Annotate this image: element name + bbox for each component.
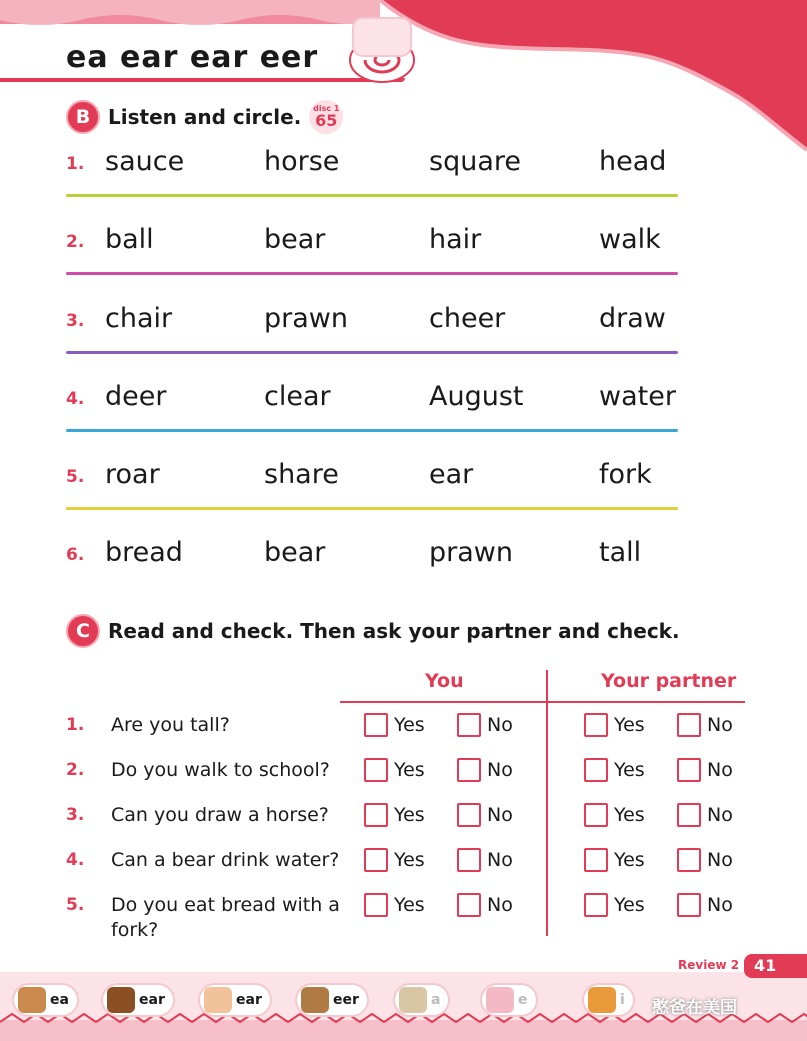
- tiger-icon: [588, 987, 616, 1013]
- question-number: 4.: [66, 850, 85, 870]
- partner-no-checkbox[interactable]: [677, 848, 701, 872]
- row-divider: [66, 429, 678, 432]
- word-option[interactable]: ball: [105, 224, 154, 255]
- children-icon: [486, 987, 514, 1013]
- word-option[interactable]: roar: [105, 459, 160, 490]
- you-yes-checkbox[interactable]: [364, 803, 388, 827]
- no-label: No: [707, 894, 733, 916]
- word-option[interactable]: bear: [264, 224, 326, 255]
- partner-yes-option: [584, 713, 645, 737]
- row-divider: [66, 507, 678, 510]
- ear-icon: [204, 987, 232, 1013]
- row-number: 3.: [66, 311, 85, 331]
- section-b-heading: [66, 100, 343, 134]
- partner-no-option: [677, 893, 733, 917]
- column-header-you: You: [425, 670, 464, 692]
- yes-label: Yes: [394, 759, 425, 781]
- question-text: Can a bear drink water?: [111, 849, 340, 871]
- no-label: No: [487, 759, 513, 781]
- word-option[interactable]: deer: [105, 381, 167, 412]
- partner-yes-option: [584, 758, 645, 782]
- chip-label: a: [431, 992, 441, 1008]
- table-header-rule: [340, 701, 745, 703]
- word-option[interactable]: fork: [599, 459, 652, 490]
- no-label: No: [707, 714, 733, 736]
- chip-label: i: [620, 992, 625, 1008]
- audio-disc-icon[interactable]: [309, 100, 343, 134]
- question-number: 5.: [66, 895, 85, 915]
- yes-label: Yes: [614, 849, 645, 871]
- question-row: [66, 803, 766, 848]
- phonics-chip: [200, 985, 270, 1015]
- bear-icon: [107, 987, 135, 1013]
- question-text: Do you eat bread with a fork?: [111, 894, 340, 941]
- you-no-option: [457, 803, 513, 827]
- word-option[interactable]: clear: [264, 381, 331, 412]
- section-b-instruction: Listen and circle.: [108, 105, 302, 129]
- acorn-icon: [399, 987, 427, 1013]
- question-row: [66, 848, 766, 893]
- phonics-chip: [297, 985, 367, 1015]
- row-number: 5.: [66, 467, 85, 487]
- row-number: 1.: [66, 154, 85, 174]
- yes-label: Yes: [614, 894, 645, 916]
- partner-no-option: [677, 803, 733, 827]
- you-yes-option: [364, 893, 425, 917]
- listen-row: [66, 373, 678, 433]
- section-b-badge: B: [66, 100, 100, 134]
- word-option[interactable]: prawn: [264, 303, 348, 334]
- watermark-text: 憨爸在美国: [652, 998, 737, 1018]
- yes-label: Yes: [394, 894, 425, 916]
- word-option[interactable]: chair: [105, 303, 173, 334]
- you-yes-checkbox[interactable]: [364, 893, 388, 917]
- no-label: No: [487, 849, 513, 871]
- chip-label: ear: [139, 992, 165, 1008]
- word-option[interactable]: bear: [264, 537, 326, 568]
- question-number: 2.: [66, 760, 85, 780]
- partner-no-checkbox[interactable]: [677, 713, 701, 737]
- phonics-chip: [584, 985, 633, 1015]
- listen-row: [66, 216, 678, 276]
- yes-label: Yes: [614, 714, 645, 736]
- you-yes-option: [364, 758, 425, 782]
- partner-no-option: [677, 758, 733, 782]
- page-number: 41: [744, 954, 807, 978]
- listen-row: [66, 529, 678, 589]
- question-number: 1.: [66, 715, 85, 735]
- partner-no-checkbox[interactable]: [677, 758, 701, 782]
- row-divider: [66, 351, 678, 354]
- you-yes-option: [364, 713, 425, 737]
- you-yes-option: [364, 848, 425, 872]
- word-option[interactable]: share: [264, 459, 339, 490]
- word-option[interactable]: August: [429, 381, 524, 412]
- partner-no-checkbox[interactable]: [677, 893, 701, 917]
- word-option[interactable]: horse: [264, 146, 340, 177]
- no-label: No: [487, 804, 513, 826]
- you-yes-option: [364, 803, 425, 827]
- no-label: No: [487, 894, 513, 916]
- section-c-heading: [66, 614, 680, 648]
- question-number: 3.: [66, 805, 85, 825]
- page-title: ea ear ear eer: [66, 40, 319, 75]
- phonics-chip: [14, 985, 77, 1015]
- you-no-checkbox[interactable]: [457, 758, 481, 782]
- no-label: No: [487, 714, 513, 736]
- question-row: [66, 893, 766, 941]
- yes-label: Yes: [394, 849, 425, 871]
- row-number: 6.: [66, 545, 85, 565]
- candy-roll-icon: [345, 10, 420, 85]
- track-number: 65: [315, 111, 338, 130]
- phonics-chip: [103, 985, 173, 1015]
- partner-no-option: [677, 713, 733, 737]
- you-no-option: [457, 848, 513, 872]
- word-option[interactable]: draw: [599, 303, 666, 334]
- partner-yes-option: [584, 893, 645, 917]
- section-c-instruction: Read and check. Then ask your partner and check.: [108, 619, 680, 643]
- review-label: Review 2: [678, 958, 740, 972]
- row-divider: [66, 194, 678, 197]
- word-option[interactable]: prawn: [429, 537, 513, 568]
- word-option[interactable]: hair: [429, 224, 482, 255]
- yes-label: Yes: [614, 759, 645, 781]
- partner-yes-option: [584, 803, 645, 827]
- listen-row: [66, 451, 678, 511]
- phonics-chip: [482, 985, 536, 1015]
- section-c-badge: C: [66, 614, 100, 648]
- word-option[interactable]: tall: [599, 537, 642, 568]
- column-header-partner: Your partner: [601, 670, 737, 692]
- chip-label: eer: [333, 992, 359, 1008]
- partner-yes-checkbox[interactable]: [584, 893, 608, 917]
- partner-yes-checkbox[interactable]: [584, 803, 608, 827]
- listen-row: [66, 138, 678, 198]
- word-option[interactable]: bread: [105, 537, 183, 568]
- chip-label: e: [518, 992, 528, 1008]
- you-no-option: [457, 893, 513, 917]
- you-yes-checkbox[interactable]: [364, 713, 388, 737]
- you-no-checkbox[interactable]: [457, 893, 481, 917]
- word-option[interactable]: head: [599, 146, 667, 177]
- bread-icon: [18, 987, 46, 1013]
- no-label: No: [707, 759, 733, 781]
- deer-icon: [301, 987, 329, 1013]
- partner-yes-checkbox[interactable]: [584, 758, 608, 782]
- chip-label: ear: [236, 992, 262, 1008]
- yes-label: Yes: [394, 714, 425, 736]
- word-option[interactable]: square: [429, 146, 521, 177]
- no-label: No: [707, 849, 733, 871]
- word-option[interactable]: walk: [599, 224, 661, 255]
- row-number: 4.: [66, 389, 85, 409]
- disc-label: disc 1: [313, 104, 340, 113]
- partner-no-option: [677, 848, 733, 872]
- question-text: Can you draw a horse?: [111, 804, 329, 826]
- you-no-option: [457, 713, 513, 737]
- you-no-option: [457, 758, 513, 782]
- row-divider: [66, 272, 678, 275]
- word-option[interactable]: cheer: [429, 303, 506, 334]
- question-row: [66, 713, 766, 758]
- question-row: [66, 758, 766, 803]
- partner-yes-option: [584, 848, 645, 872]
- phonics-chip: [395, 985, 448, 1015]
- you-no-checkbox[interactable]: [457, 713, 481, 737]
- you-yes-checkbox[interactable]: [364, 758, 388, 782]
- question-text: Do you walk to school?: [111, 759, 330, 781]
- word-option[interactable]: water: [599, 381, 676, 412]
- partner-yes-checkbox[interactable]: [584, 848, 608, 872]
- listen-row: [66, 295, 678, 355]
- no-label: No: [707, 804, 733, 826]
- partner-yes-checkbox[interactable]: [584, 713, 608, 737]
- row-number: 2.: [66, 232, 85, 252]
- you-no-checkbox[interactable]: [457, 803, 481, 827]
- word-option[interactable]: sauce: [105, 146, 185, 177]
- partner-no-checkbox[interactable]: [677, 803, 701, 827]
- yes-label: Yes: [614, 804, 645, 826]
- you-yes-checkbox[interactable]: [364, 848, 388, 872]
- question-text: Are you tall?: [111, 714, 230, 736]
- yes-label: Yes: [394, 804, 425, 826]
- you-no-checkbox[interactable]: [457, 848, 481, 872]
- word-option[interactable]: ear: [429, 459, 474, 490]
- chip-label: ea: [50, 992, 69, 1008]
